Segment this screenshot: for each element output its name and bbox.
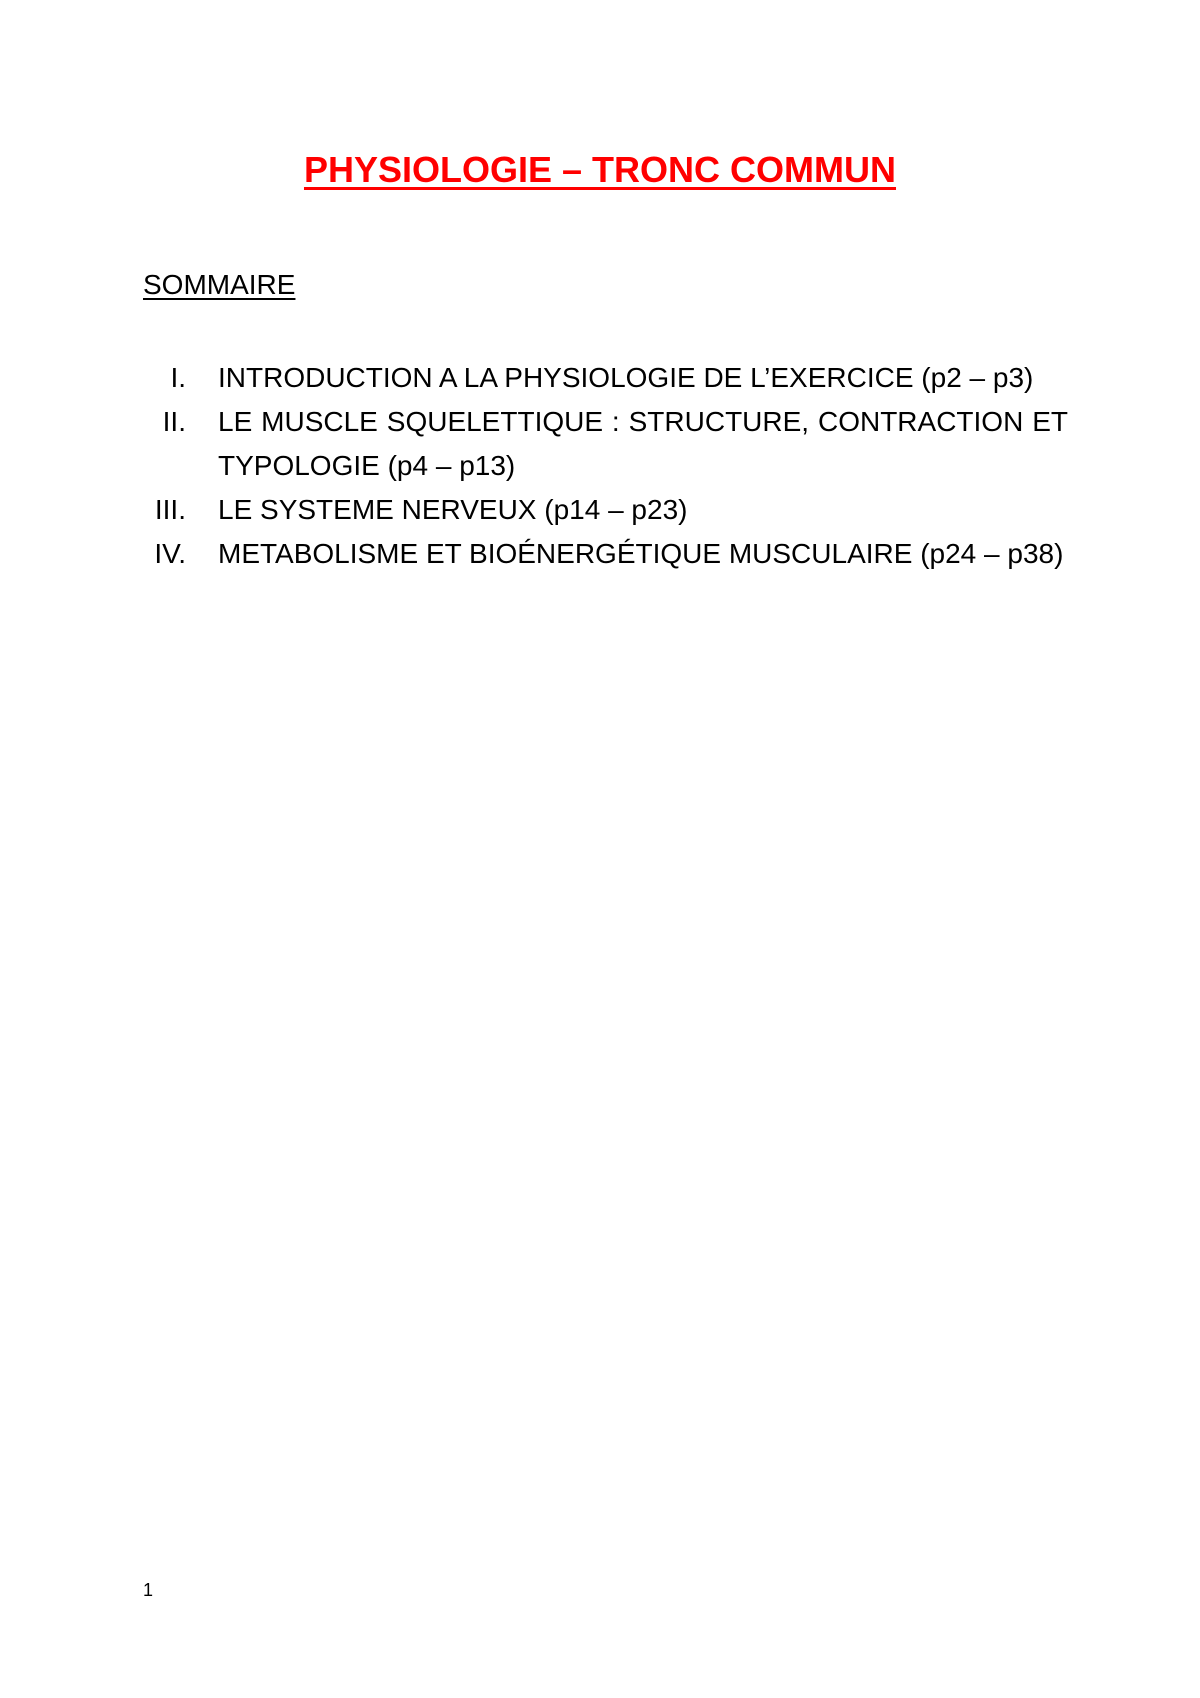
toc-item-number: III. xyxy=(154,494,186,525)
toc-item-number: II. xyxy=(162,406,186,437)
toc-item-text: LE MUSCLE SQUELETTIQUE : STRUCTURE, CONTRACTION ET TYPOLOGIE (p4 – p13) xyxy=(218,406,1068,481)
table-of-contents xyxy=(130,356,1068,576)
toc-item-text: METABOLISME ET BIOÉNERGÉTIQUE MUSCULAIRE (p24 – p38) xyxy=(218,538,1064,569)
toc-item-text: INTRODUCTION A LA PHYSIOLOGIE DE L’EXERCICE (p2 – p3) xyxy=(218,362,1034,393)
document-title: PHYSIOLOGIE – TRONC COMMUN xyxy=(303,149,897,190)
toc-item-text: LE SYSTEME NERVEUX (p14 – p23) xyxy=(218,494,688,525)
toc-item-number: IV. xyxy=(154,538,186,569)
toc-item-number: I. xyxy=(170,362,186,393)
toc-item-3 xyxy=(130,488,1068,532)
toc-item-4 xyxy=(130,532,1068,576)
summary-heading: SOMMAIRE xyxy=(143,269,296,300)
page-number: 1 xyxy=(143,1580,154,1600)
toc-item-1 xyxy=(130,356,1068,400)
toc-item-2 xyxy=(130,400,1068,488)
